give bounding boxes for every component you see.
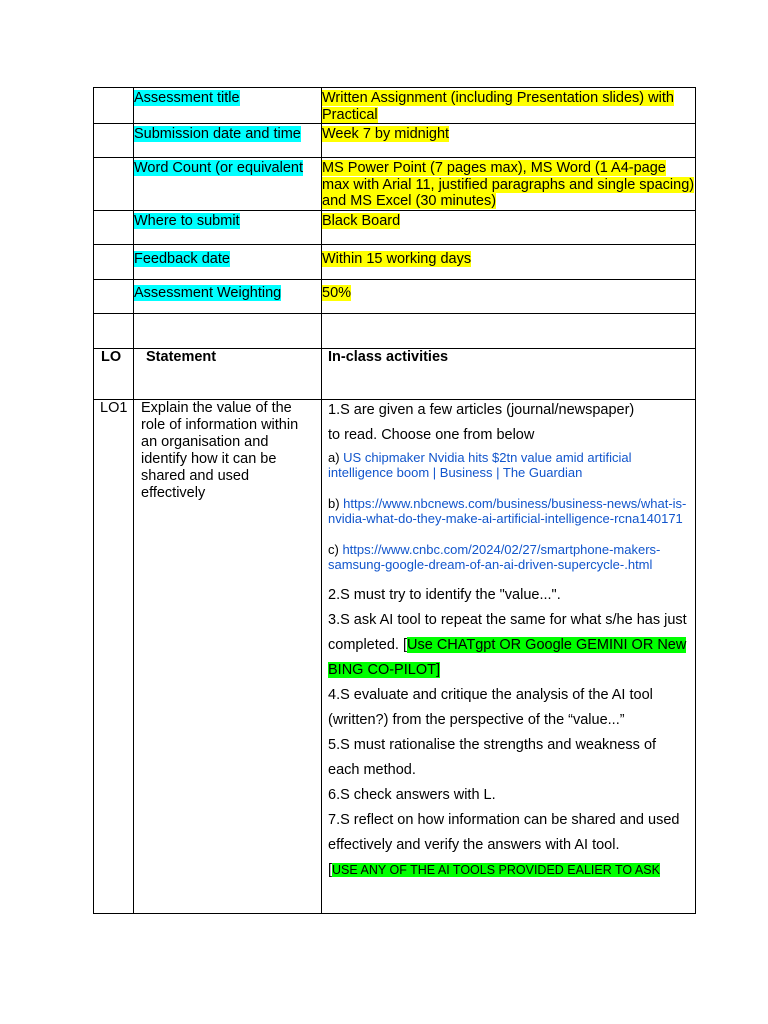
step-3-highlight: Use CHATgpt OR Google GEMINI OR New BING CO-PILOT] (328, 636, 687, 678)
meta-row-feedback (94, 244, 696, 279)
intro-line-1: 1.S are given a few articles (journal/newspaper) (328, 401, 635, 418)
step-5: 5.S must rationalise the strengths and weakness of each method. (328, 736, 657, 778)
step-8-highlight: USE ANY OF THE AI TOOLS PROVIDED EALIER TO ASK (332, 862, 660, 877)
step-7: 7.S reflect on how information can be shared and used effectively and verify the answers with AI tool. (328, 811, 680, 853)
step-4: 4.S evaluate and critique the analysis of the AI tool (written?) from the perspective of the “value...” (328, 686, 653, 728)
article-link-b-text[interactable]: https://www.nbcnews.com/business/business-news/what-is-nvidia-what-do-they-make-ai-artificial-intelligence-rcna140171 (328, 495, 687, 526)
meta-label: Word Count (or equivalent (134, 160, 303, 176)
article-link-a: a) US chipmaker Nvidia hits $2tn value amid artificial intelligence boom | Business | The Guardian (328, 449, 632, 480)
step-2: 2.S must try to identify the "value...". (328, 586, 561, 603)
article-link-a-text[interactable]: US chipmaker Nvidia hits $2tn value amid artificial intelligence boom | Business | The Guardian (328, 449, 632, 480)
meta-value: Within 15 working days (322, 250, 472, 267)
meta-value: MS Power Point (7 pages max), MS Word (1 A4-page max with Arial 11, justified paragraphs and single spacing) and MS Excel (30 minutes) (322, 160, 695, 209)
meta-value: 50% (322, 284, 352, 301)
meta-row-where (94, 210, 696, 244)
meta-empty-cell (94, 244, 134, 279)
header-row (94, 348, 696, 399)
meta-label: Assessment title (134, 90, 240, 106)
step-3: 3.S ask AI tool to repeat the same for what s/he has just completed. [Use CHATgpt OR Google GEMINI OR New BING CO-PILOT] (328, 611, 687, 678)
meta-label: Where to submit (134, 212, 240, 229)
header-activities: In-class activities (328, 348, 449, 365)
article-link-c: c) https://www.cnbc.com/2024/02/27/smartphone-makers-samsung-google-dream-of-an-ai-driven-supercycle-.html (328, 541, 661, 572)
meta-row-submission (94, 124, 696, 158)
meta-row-weighting (94, 279, 696, 313)
header-statement: Statement (146, 348, 217, 365)
step-8: [USE ANY OF THE AI TOOLS PROVIDED EALIER TO ASK (328, 861, 660, 878)
meta-label: Submission date and time (134, 126, 301, 142)
meta-value: Black Board (322, 212, 401, 229)
meta-row-title (94, 88, 696, 124)
meta-empty-cell (94, 210, 134, 244)
meta-label: Feedback date (134, 250, 230, 267)
meta-empty-cell (94, 279, 134, 313)
meta-value: Week 7 by midnight (322, 126, 450, 142)
meta-empty-cell (94, 88, 134, 124)
lo1-row (94, 399, 696, 913)
lo-statement: Explain the value of the role of information within an organisation and identify how it can be shared and used effectively (141, 399, 299, 501)
meta-label: Assessment Weighting (134, 284, 282, 301)
meta-value: Written Assignment (including Presentation slides) with Practical (322, 90, 674, 123)
meta-empty-cell (94, 124, 134, 158)
meta-row-word-count (94, 158, 696, 211)
spacer-row (94, 313, 696, 348)
lo-code: LO1 (100, 399, 128, 416)
intro-line-2: to read. Choose one from below (328, 426, 535, 443)
header-lo: LO (101, 348, 122, 365)
step-6: 6.S check answers with L. (328, 786, 496, 803)
article-link-b: b) https://www.nbcnews.com/business/business-news/what-is-nvidia-what-do-they-make-ai-artificial-intelligence-rcna140171 (328, 495, 687, 526)
meta-empty-cell (94, 158, 134, 211)
assessment-table (93, 87, 696, 914)
article-link-c-text[interactable]: https://www.cnbc.com/2024/02/27/smartphone-makers-samsung-google-dream-of-an-ai-driven-supercycle-.html (328, 541, 661, 572)
